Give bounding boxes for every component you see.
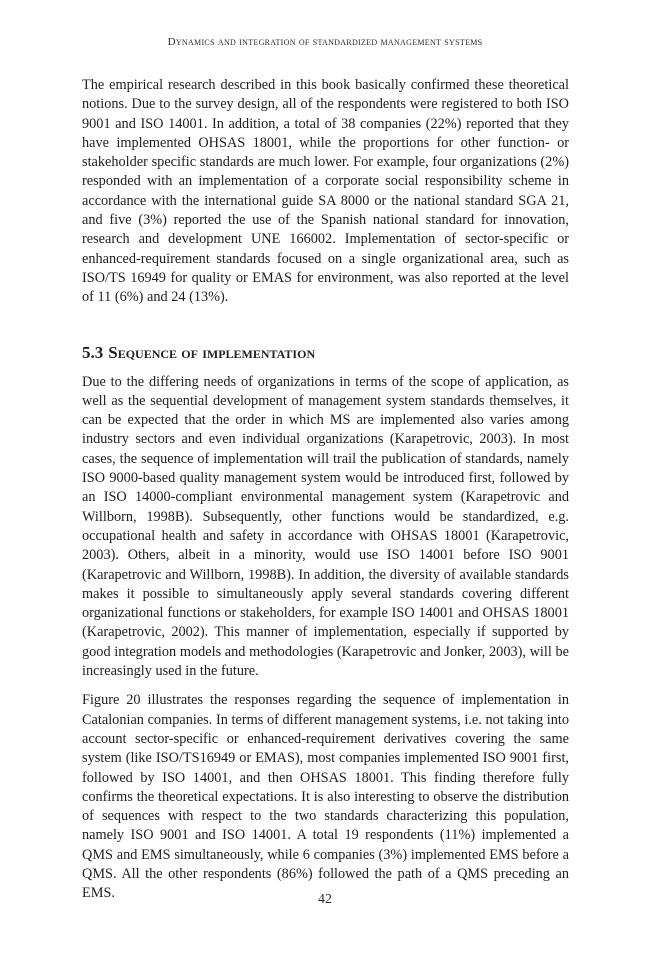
- paragraph-figure-20-results: Figure 20 illustrates the responses regarding the sequence of implementation in Catalonian companies. In terms of different management systems, i.e. not taking into account sector-specific or enhanced-requirement derivatives covering the same system (like ISO/TS16949 or EMAS), most companies implemented ISO 9001 first, followed by ISO 14001, and then OHSAS 18001. This finding therefore fully confirms the theoretical expectations. It is also interesting to observe the distribution of sequences with respect to the two standards characterizing this population, namely ISO 9001 and ISO 14001. A total 19 respondents (11%) implemented a QMS and EMS simultaneously, while 6 companies (3%) implemented EMS before a QMS. All the other respondents (86%) followed the path of a QMS preceding an EMS.: [82, 692, 569, 902]
- running-header: Dynamics and integration of standardized management systems: [167, 36, 483, 48]
- page-body: [82, 76, 569, 904]
- section-heading: [82, 342, 569, 364]
- section-title: Sequence of implementation: [108, 342, 316, 362]
- page-number: 42: [318, 892, 332, 907]
- paragraph-empirical-research: The empirical research described in this book basically confirmed these theoretical notions. Due to the survey design, all of the respondents were registered to both ISO 9001 and ISO 14001. In addition, a total of 38 companies (22%) reported that they have implemented OHSAS 18001, while the proportions for other function- or stakeholder specific standards are much lower. For example, four organizations (2%) responded with an implementation of a corporate social responsibility scheme in accordance with the international guide SA 8000 or the national standard SGA 21, and five (3%) reported the use of the Spanish national standard for innovation, research and development UNE 166002. Implementation of sector-specific or enhanced-requirement standards focused on a single organizational area, such as ISO/TS 16949 for quality or EMAS for environment, was also reported at the level of 11 (6%) and 24 (13%).: [82, 77, 569, 306]
- section-number: 5.3: [82, 342, 104, 362]
- paragraph-sequence-expectations: Due to the differing needs of organizations in terms of the scope of application, as well as the sequential development of management system standards themselves, it can be expected that the order in which MS are implemented also varies among industry sectors and even individual organizations (Karapetrovic, 2003). In most cases, the sequence of implementation will trail the publication of standards, namely ISO 9000-based quality management system would be introduced first, followed by an ISO 14000-compliant environmental management system (Karapetrovic and Willborn, 1998B). Subsequently, other functions would be standardized, e.g. occupational health and safety in accordance with OHSAS 18001 (Karapetrovic, 2003). Others, albeit in a minority, would use ISO 14001 before ISO 9001 (Karapetrovic and Willborn, 1998B). In addition, the diversity of available standards makes it possible to simultaneously apply several standards covering different organizational functions or stakeholders, for example ISO 14001 and OHSAS 18001 (Karapetrovic, 2002). This manner of implementation, especially if supported by good integration models and methodologies (Karapetrovic and Jonker, 2003), will be increasingly used in the future.: [82, 373, 569, 680]
